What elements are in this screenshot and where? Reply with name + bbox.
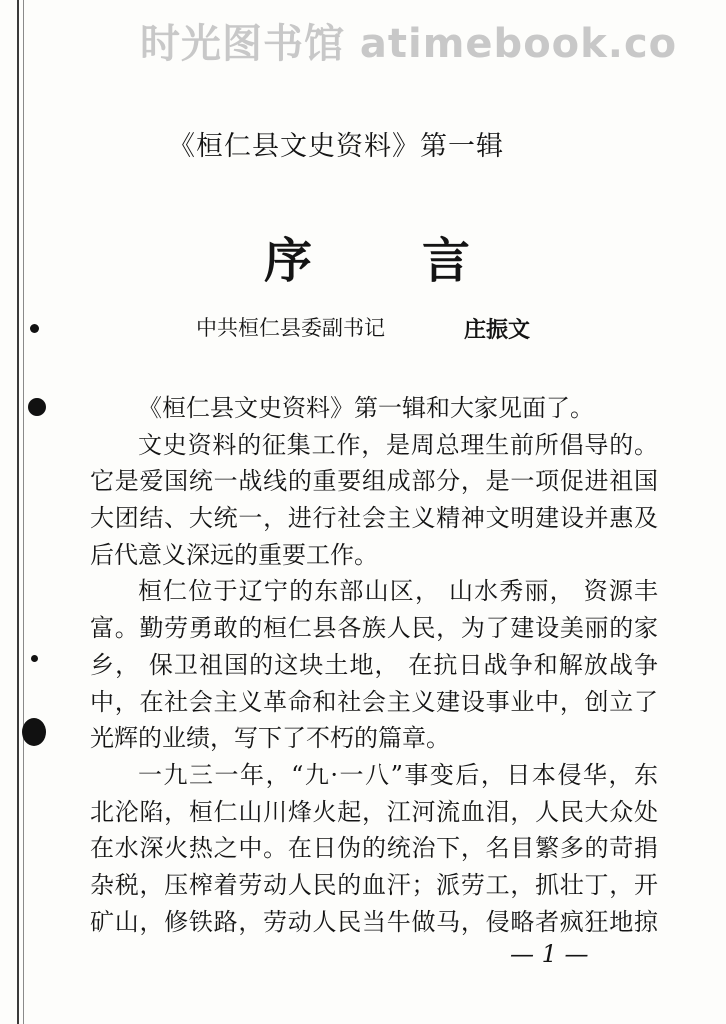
body-line: 桓仁位于辽宁的东部山区， 山水秀丽， 资源丰 xyxy=(138,577,658,606)
body-line: 它是爱国统一战线的重要组成部分，是一项促进祖国 xyxy=(90,467,658,496)
binding-line xyxy=(17,0,19,1024)
author-position: 中共桓仁县委副书记 xyxy=(196,316,385,340)
binding-hole-mark xyxy=(22,718,46,746)
author-name: 庄振文 xyxy=(464,317,531,343)
body-line: 后代意义深远的重要工作。 xyxy=(90,540,378,569)
body-line: 富。勤劳勇敢的桓仁县各族人民，为了建设美丽的家 xyxy=(90,614,658,643)
page-number: — 1 — xyxy=(510,940,589,968)
body-line: 在水深火热之中。在日伪的统治下，名目繁多的苛捐 xyxy=(90,834,658,863)
body-line: 乡， 保卫祖国的这块土地， 在抗日战争和解放战争 xyxy=(90,650,658,679)
page-title: 序言 xyxy=(264,233,581,289)
body-line: 杂税，压榨着劳动人民的血汗；派劳工，抓壮丁，开 xyxy=(90,870,658,899)
body-line: 矿山，修铁路，劳动人民当牛做马，侵略者疯狂地掠 xyxy=(90,907,658,936)
watermark: 时光图书馆 atimebook.co xyxy=(140,21,678,67)
body-text xyxy=(90,390,658,940)
body-line: 《桓仁县文史资料》第一辑和大家见面了。 xyxy=(138,394,594,422)
binding-hole-mark xyxy=(31,655,38,662)
body-line: 文史资料的征集工作，是周总理生前所倡导的。 xyxy=(138,430,658,459)
binding-line-secondary xyxy=(23,0,24,1024)
body-line: 大团结、大统一，进行社会主义精神文明建设并惠及 xyxy=(90,504,658,533)
body-line: 北沦陷，桓仁山川烽火起，江河流血泪，人民大众处 xyxy=(90,797,658,826)
binding-hole-mark xyxy=(30,324,39,333)
body-line: 中，在社会主义革命和社会主义建设事业中，创立了 xyxy=(90,687,658,716)
body-line: 光辉的业绩，写下了不朽的篇章。 xyxy=(90,724,450,753)
series-title: 《桓仁县文史资料》第一辑 xyxy=(168,131,504,162)
binding-hole-mark xyxy=(28,398,46,416)
body-line: 一九三一年，“九·一八”事变后，日本侵华，东 xyxy=(138,760,658,789)
